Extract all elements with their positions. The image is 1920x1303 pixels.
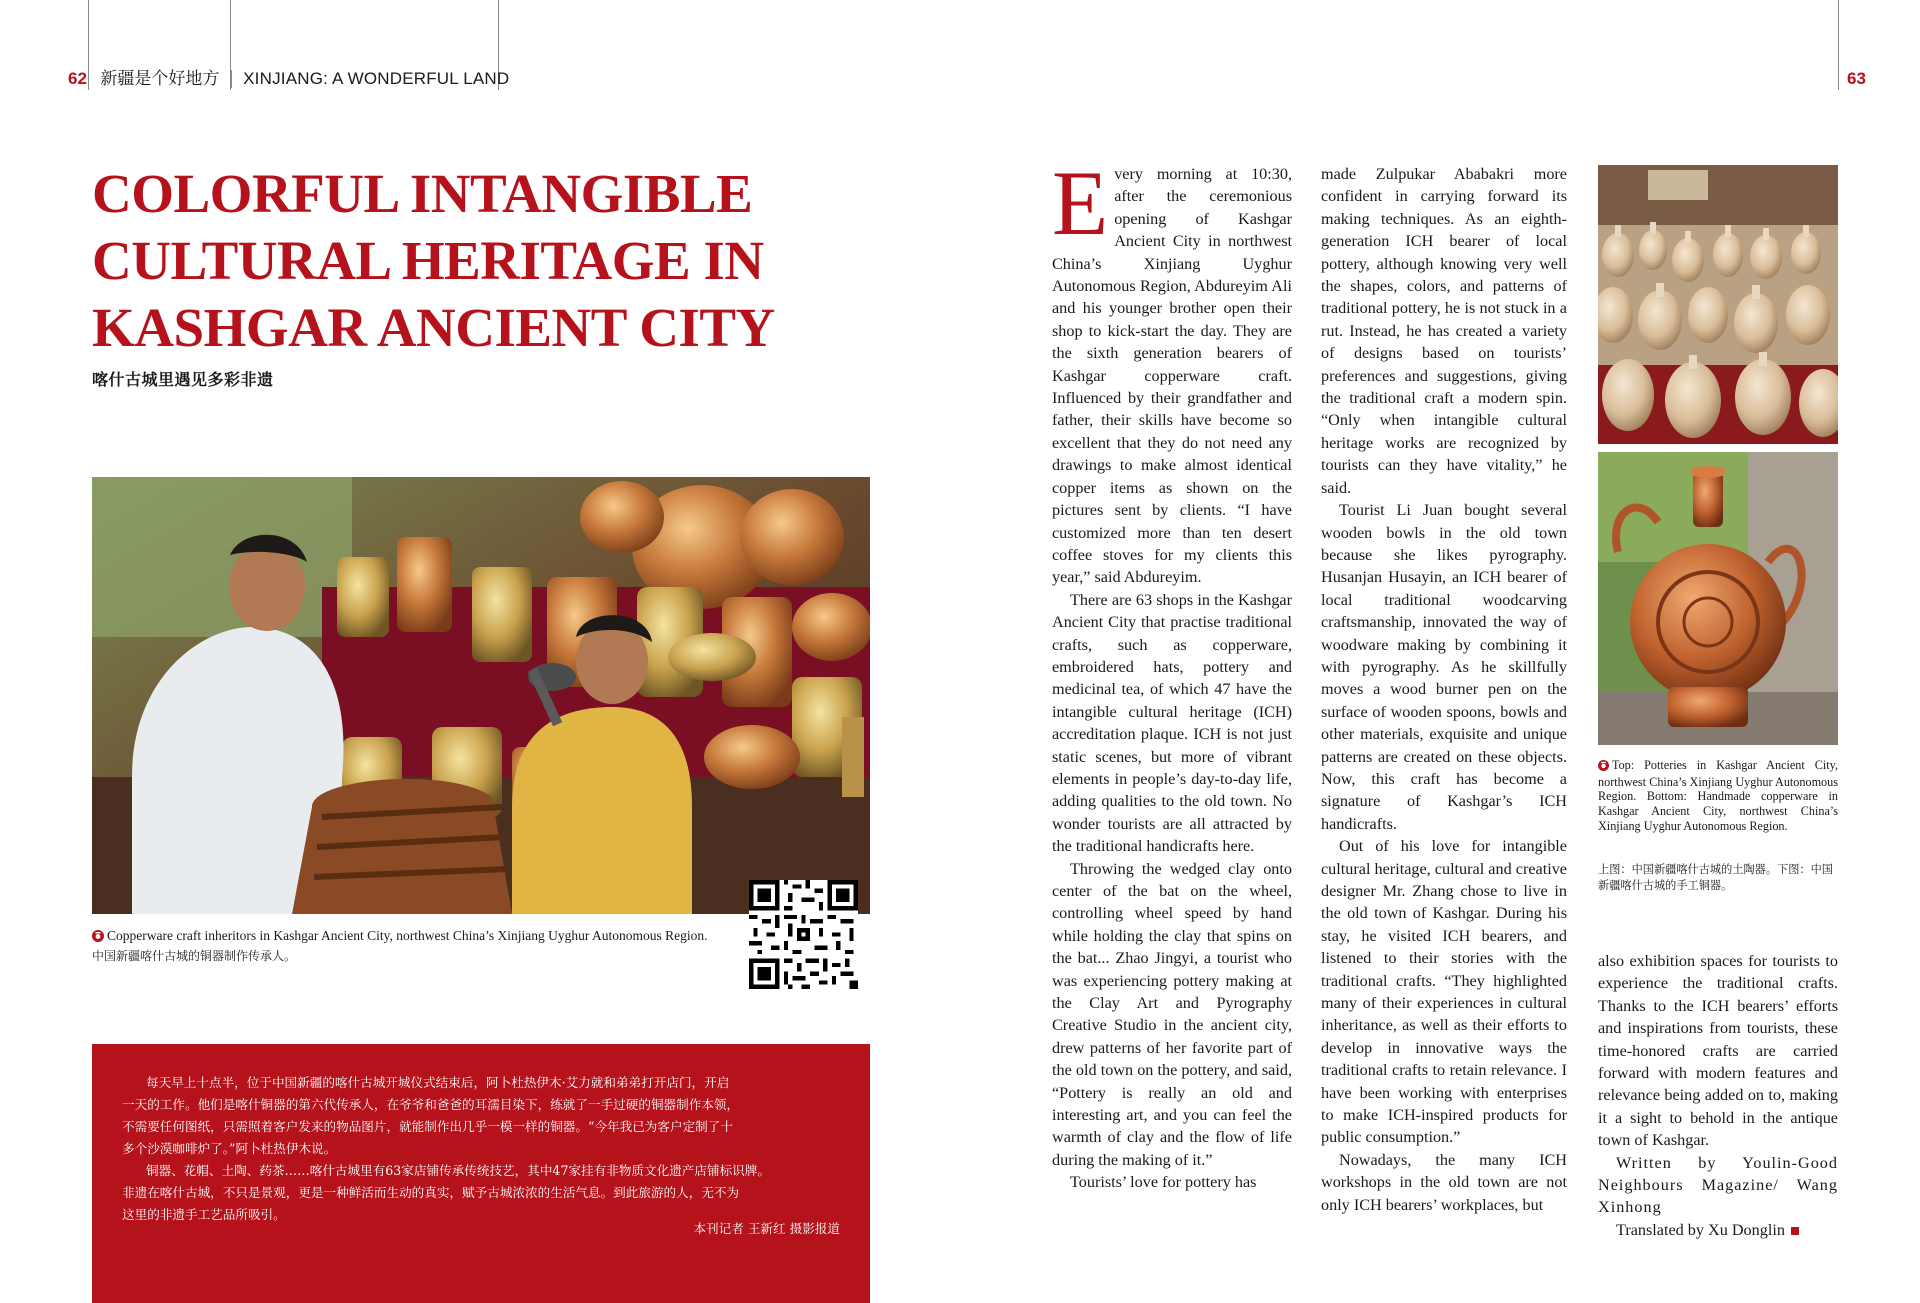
summary-line: 不需要任何图纸，只需照着客户发来的物品图片，就能制作出几乎一模一样的铜器。“今年我已为客户定制了十 — [122, 1119, 733, 1134]
body-column-1 — [1052, 152, 1292, 1194]
paragraph: Tourist Li Juan bought several wooden bowls in the old town because she likes pyrography. Husanjan Husayin, an ICH bearer of local traditional woodcarving craftsmanship, innovated the way of woodware making by combining it with pyrography. As he skillfully moves a wood burner pen on the surface of wooden spoons, bowls and other materials, exquisite and unique patterns are created on these objects. Now, this craft has become a signature of Kashgar’s ICH handicrafts. — [1321, 501, 1567, 833]
summary-line: 这里的非遗手工艺品所吸引。 — [122, 1207, 286, 1222]
article-title — [92, 160, 852, 361]
summary-line: 一天的工作。他们是喀什铜器的第六代传承人，在爷爷和爸爸的耳濡目染下，练就了一手过硬的铜器制作本领， — [122, 1097, 740, 1112]
summary-line: 铜器、花帽、土陶、药茶……喀什古城里有63家店铺传承传统技艺，其中47家挂有非物质文化遗产店铺标识牌。 — [146, 1163, 770, 1178]
running-header-right — [1847, 68, 1866, 90]
main-photo-caption-cn: 中国新疆喀什古城的铜器制作传承人。 — [92, 949, 297, 963]
title-line: COLORFUL INTANGIBLE — [92, 163, 753, 224]
title-line: CULTURAL HERITAGE IN — [92, 230, 764, 291]
header-separator — [231, 70, 232, 88]
main-photo-caption-en — [92, 928, 708, 946]
paragraph: Throwing the wedged clay onto center of the bat on the wheel, controlling wheel speed by hand while holding the clay that spins on the bat... Zhao Jingyi, a tourist who was experiencing pottery making at the Clay Art and Pyrography Creative Studio in the ancient city, drew patterns of her favorite part of the old town on the pottery, and said, “Pottery is really an old and interesting art, and you can feel the warmth of clay and the flow of life during the making of it.” — [1052, 859, 1292, 1169]
qr-code[interactable] — [749, 880, 858, 989]
copper-jug-photo — [1598, 452, 1838, 745]
header-rule-far-right — [1838, 0, 1839, 90]
title-line: KASHGAR ANCIENT CITY — [92, 297, 775, 358]
section-title-en: XINJIANG: A WONDERFUL LAND — [243, 69, 510, 88]
body-column-3 — [1598, 950, 1838, 1241]
right-photos-caption-cn: 上图：中国新疆喀什古城的土陶器。下图：中国新疆喀什古城的手工铜器。 — [1598, 863, 1833, 892]
summary-line: 多个沙漠咖啡炉了。”阿卜杜热伊木说。 — [122, 1141, 337, 1156]
article-subtitle-cn: 喀什古城里遇见多彩非遗 — [92, 370, 274, 389]
paragraph: Out of his love for intangible cultural heritage, cultural and creative designer Mr. Zhang chose to live in the old town of Kashgar. During his stay, he visited ICH bearers, and listened to their stories with the traditional crafts. “They highlighted many of their experiences in cultural inheritance, as well as their efforts to develop in innovative ways the traditional crafts to retain relevance. I have been working with enterprises to make ICH-inspired products for public consumption.” — [1321, 837, 1567, 1147]
credit-translated-by: Translated by Xu Donglin — [1598, 1219, 1838, 1241]
page-number-left: 62 — [68, 69, 87, 88]
caption-camera-icon — [92, 930, 104, 946]
summary-line: 非遗在喀什古城，不只是景观，更是一种鲜活而生动的真实，赋予古城浓浓的生活气息。到此旅游的人，无不为 — [122, 1185, 740, 1200]
caption-text-en: Copperware craft inheritors in Kashgar Ancient City, northwest China’s Xinjiang Uyghur Autonomous Region. — [107, 928, 708, 943]
caption-text-en: Top: Potteries in Kashgar Ancient City, northwest China’s Xinjiang Uyghur Autonomous Region. Bottom: Handmade copperware in Kashgar Ancient City, northwest China’s Xinjiang Uyghur Autonomous Region. — [1598, 758, 1838, 833]
summary-line: 每天早上十点半，位于中国新疆的喀什古城开城仪式结束后，阿卜杜热伊木·艾力就和弟弟打开店门，开启 — [146, 1075, 730, 1090]
section-title-cn: 新疆是个好地方 — [100, 69, 220, 89]
paragraph: Tourists’ love for pottery has — [1070, 1173, 1257, 1192]
end-mark — [1791, 1227, 1799, 1235]
page-number-right: 63 — [1847, 69, 1866, 88]
right-photos-caption-en — [1598, 758, 1838, 834]
paragraph: made Zulpukar Ababakri more confident in carrying forward its making techniques. As an eighth-generation ICH bearer of local pottery, although knowing very well the shapes, colors, and patterns of traditional pottery, he is not stuck in a rut. Instead, he has created a variety of designs based on tourists’ preferences and suggestions, giving the traditional craft a modern spin. “Only when intangible cultural heritage works are recognized by tourists can they have vitality,” he said. — [1321, 165, 1567, 497]
paragraph: There are 63 shops in the Kashgar Ancient City that practise traditional crafts, such as copperware, embroidered hats, pottery and medicinal tea, of which 47 have the intangible cultural heritage (ICH) accreditation plaque. ICH is not just static scenes, but more of vibrant elements in people’s day-to-day life, adding qualities to the old town. No wonder tourists are all attracted by the traditional handicrafts here. — [1052, 590, 1292, 856]
drop-cap: E — [1052, 152, 1109, 254]
paragraph: Nowadays, the many ICH workshops in the old town are not only ICH bearers’ workplaces, but — [1321, 1150, 1567, 1214]
running-header-left — [68, 68, 509, 90]
credit-written-by: Written by Youlin-Good Neighbours Magazine/ Wang Xinhong — [1598, 1153, 1838, 1217]
paragraph: Every morning at 10:30, after the ceremonious opening of Kashgar Ancient City in northwest China’s Xinjiang Uyghur Autonomous Region, Abdureyim Ali and his younger brother open their shop to kick-start the day. They are the sixth generation bearers of Kashgar copperware craft. Influenced by their grandfather and father, their skills have become so excellent that they do not need any drawings to make almost identical copper items as shown on the pictures sent by clients. “I have customized more than ten desert coffee stoves for my clients this year,” said Abdureyim. — [1052, 152, 1292, 587]
caption-camera-icon — [1598, 760, 1609, 775]
pottery-photo — [1598, 165, 1838, 444]
body-column-2 — [1321, 163, 1567, 1216]
chinese-summary-box — [92, 1044, 870, 1303]
paragraph: also exhibition spaces for tourists to experience the traditional crafts. Thanks to the ICH bearers’ efforts and inspirations from tourists, these time-honored crafts are carried forward with modern features and relevance being added on to, making it a sight to behold in the antique town of Kashgar. — [1598, 952, 1838, 1150]
reporter-byline: 本刊记者 王新红 摄影报道 — [693, 1221, 840, 1236]
copperware-photo — [92, 477, 870, 914]
